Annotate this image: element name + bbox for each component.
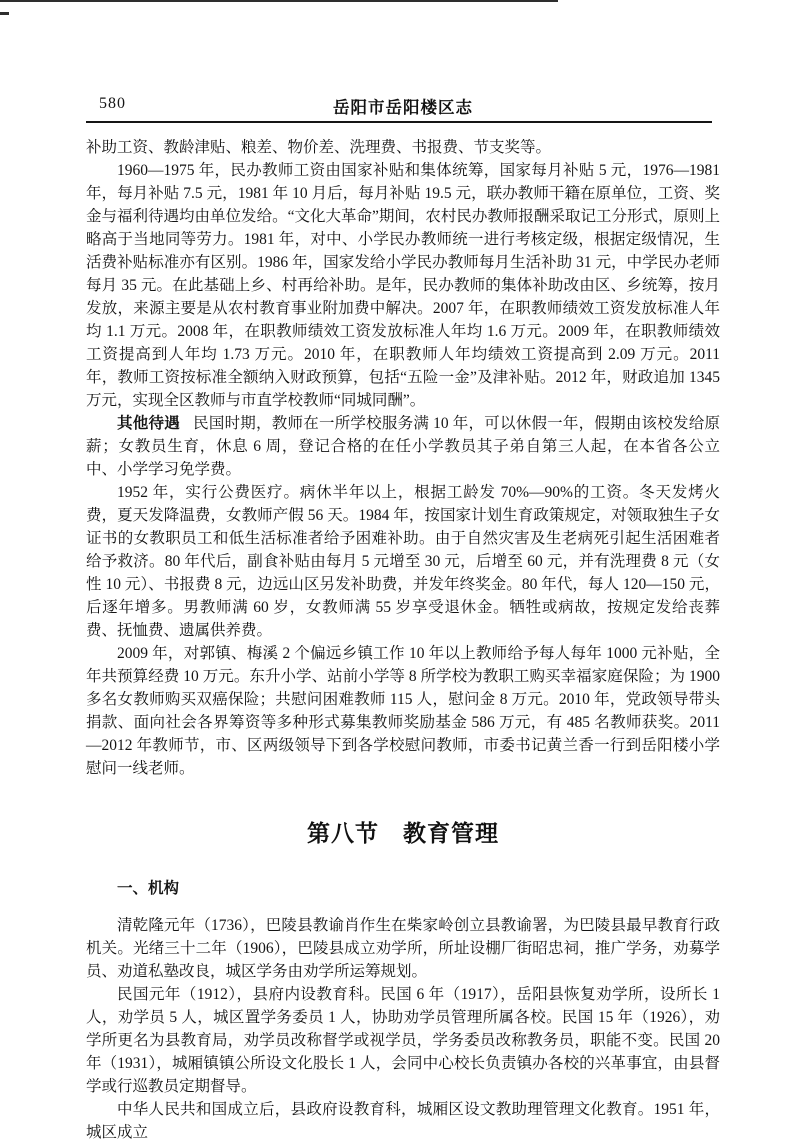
text-column [86, 136, 720, 1144]
paragraph [86, 412, 720, 481]
header-rule [86, 121, 712, 123]
paragraph: 1960—1975 年，民办教师工资由国家补贴和集体统筹，国家每月补贴 5 元，1976—1981 年，每月补贴 7.5 元，1981 年 10 月后，每月补贴 19.5 元，联办教师干籍在原单位，工资、奖金与福利待遇均由单位发给。“文化大革命”期间，农村民办教师报酬采取记工分形式，原则上略高于当地同等劳力。1981 年，对中、小学民办教师统一进行考核定级，根据定级情况，生活费补贴标准亦有区别。1986 年，国家发给小学民办教师每月生活补助 31 元，中学民办老师每月 35 元。在此基础上乡、村再给补助。是年，民办教师的集体补助改由区、乡统筹，按月发放，来源主要是从农村教育事业附加费中解决。2007 年，在职教师绩效工资发放标准人年均 1.1 万元。2008 年，在职教师绩效工资发放标准人年均 1.6 万元。2009 年，在职教师绩效工资提高到人年均 1.73 万元。2010 年，在职教师人年均绩效工资提高到 2.09 万元。2011 年，教师工资按标准全额纳入财政预算，包括“五险一金”及津补贴。2012 年，财政追加 1345 万元，实现全区教师与市直学校教师“同城同酬”。 [86, 162, 720, 409]
page-header [86, 94, 720, 116]
paragraph: 补助工资、教龄津贴、粮差、物价差、洗理费、书报费、节支奖等。 [86, 139, 552, 156]
paragraph: 清乾隆元年（1736），巴陵县教谕肖作生在柴家岭创立县教谕署，为巴陵县最早教育行政机关。光绪三十二年（1906），巴陵县成立劝学所，所址设棚厂街昭忠祠，推广学务，劝募学员、劝道私塾改良，城区学务由劝学所运筹规划。 [86, 917, 720, 980]
subsection-heading: 一、机构 [117, 880, 180, 897]
paragraph-lead: 其他待遇 [117, 415, 180, 432]
paragraph: 民国元年（1912），县府内设教育科。民国 6 年（1917），岳阳县恢复劝学所，设所长 1 人，劝学员 5 人，城区置学务委员 1 人，协助劝学员管理所属各校。民国 15 年（1926），劝学所更名为县教育局，劝学员改称督学或视学员，学务委员改称教务员，职能不变。民国 20 年（1931），城厢镇镇公所设文化股长 1 人，会同中心校长负责镇办各校的兴革事宜，由县督学或行巡教员定期督导。 [86, 986, 720, 1095]
running-title: 岳阳市岳阳楼区志 [333, 99, 473, 117]
section-heading: 第八节 教育管理 [307, 820, 499, 846]
paragraph: 2009 年，对郭镇、梅溪 2 个偏远乡镇工作 10 年以上教师给予每人每年 1000 元补贴，全年共预算经费 10 万元。东升小学、站前小学等 8 所学校为教职工购买幸福家庭保险；为 1900 多名女教师购买双癌保险；共慰问困难教师 115 人，慰问金 8 万元。2010 年，党政领导带头捐款、面向社会各界筹资等多种形式募集教师奖励基金 586 万元，有 485 名教师获奖。2011—2012 年教师节，市、区两级领导下到各学校慰问教师，市委书记黄兰香一行到岳阳楼小学慰问一线老师。 [86, 645, 720, 777]
scan-edge-artifact [0, 0, 558, 2]
page-number: 580 [99, 95, 126, 112]
paragraph: 中华人民共和国成立后，县政府设教育科，城厢区设文教助理管理文化教育。1951 年，城区成立 [86, 1101, 720, 1141]
scan-edge-tick [0, 12, 9, 15]
paragraph-text: 民国时期，教师在一所学校服务满 10 年，可以休假一年，假期由该校发给原薪；女教员生育，休息 6 周，登记合格的在任小学教员其子弟自第三人起，在本省各公立中、小学学习免学费。 [86, 415, 720, 478]
paragraph: 1952 年，实行公费医疗。病休半年以上，根据工龄发 70%—90%的工资。冬天发烤火费，夏天发降温费，女教师产假 56 天。1984 年，按国家计划生育政策规定，对领取独生子女证书的女教职员工和低生活标准者给予困难补助。由于自然灾害及生老病死引起生活困难者给予救济。80 年代后，副食补贴由每月 5 元增至 30 元，后增至 60 元，并有洗理费 8 元（女性 10 元）、书报费 8 元，边远山区另发补助费，并发年终奖金。80 年代，每人 120—150 元，后逐年增多。男教师满 60 岁，女教师满 55 岁享受退休金。牺牲或病故，按规定发给丧葬费、抚恤费、遗属供养费。 [86, 484, 720, 639]
